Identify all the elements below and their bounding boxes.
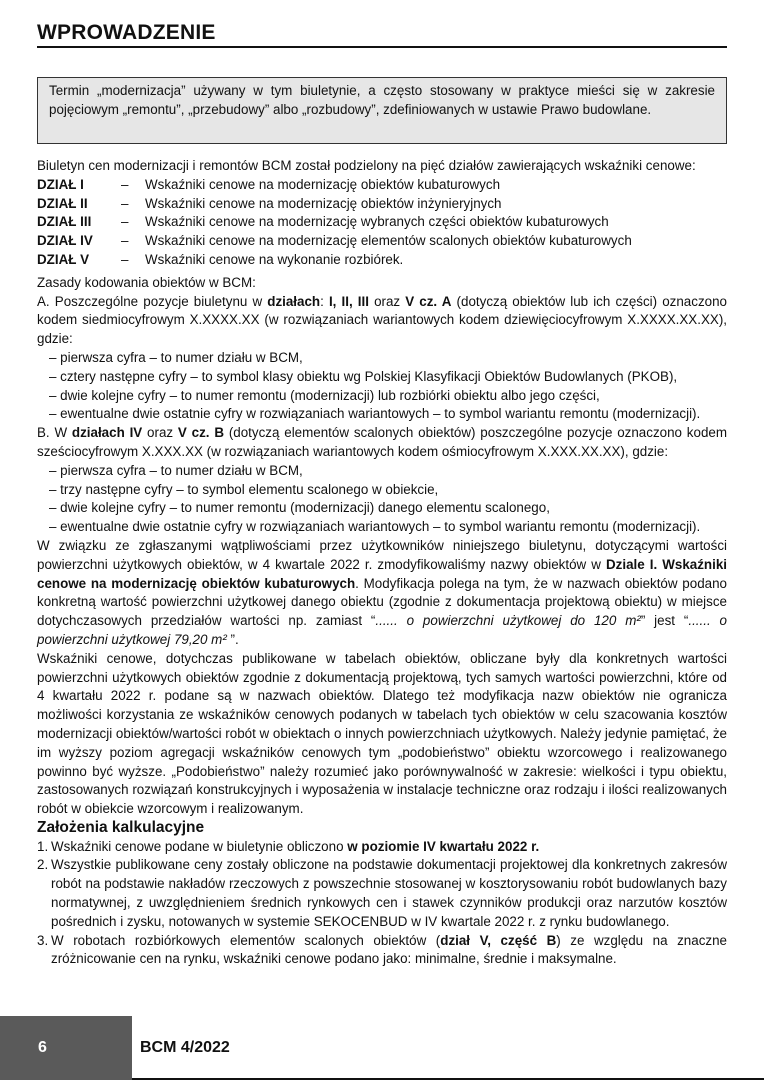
main-content — [37, 157, 727, 969]
list-item: – dwie kolejne cyfry – to numer remontu (modernizacji) danego elementu scalonego, — [49, 500, 550, 516]
list-item: – ewentualne dwie ostatnie cyfry w rozwiązaniach wariantowych – to symbol wariantu remontu (modernizacji). — [49, 406, 701, 422]
dzial-text: Wskaźniki cenowe na modernizację wybranych części obiektów kubaturowych — [145, 214, 609, 230]
intro-box: Termin „modernizacja” używany w tym biuletynie, a często stosowany w praktyce mieści się w zakresie pojęciowym „remontu”, „przebudowy” albo „rozbudowy”, zdefiniowanych w ustawie Prawo budowlane. — [37, 77, 727, 144]
list-item: – cztery następne cyfry – to symbol klasy obiektu wg Polskiej Klasyfikacji Obiektów Budowlanych (PKOB), — [49, 368, 678, 384]
dzial-row — [37, 176, 727, 195]
assumption-item: 3. W robotach rozbiórkowych elementów scalonych obiektów (dział V, część B) ze względu na znaczne zróżnicowanie cen na rynku, wskaźniki cenowe podano jako: minimalne, średnie i maksymalne. — [37, 932, 727, 967]
dzial-dash: – — [121, 251, 129, 267]
modification-paragraph: W związku ze zgłaszanymi wątpliwościami przez użytkowników niniejszego biuletynu, dotyczącymi wartości powierzchni użytkowych obiektów, w 4 kwartale 2022 r. zmodyfikowaliśmy nazwy obiektów w Dziale I. Wskaźniki cenowe na modernizację obiektów kubaturowych. Modyfikacja polega na tym, że w nazwach obiektów podano konkretną wartość powierzchni użytkowej danego obiektu (zgodnie z dokumentacja projektową obiektu) w miejsce dotychczasowych przedziałów wartości np. zamiast “...... o powierzchni użytkowej do 120 m²” jest “...... o powierzchni użytkowej 79,20 m² ”. — [37, 537, 727, 647]
page-number: 6 — [38, 1039, 47, 1056]
indicators-paragraph: Wskaźniki cenowe, dotychczas publikowane w tabelach obiektów, obliczane były dla konkretnych wartości powierzchni użytkowych obiektów zgodnie z dokumentacją projektową, tych samych wartości powierzchni, które od 4 kwartału 2022 r. podane są w nazwach obiektów. Dlatego też modyfikacja nazw obiektów nie ogranicza możliwości korzystania ze wskaźników cenowych podanych w tabelach tych obiektów w celu szacowania kosztów modernizacji obiektów/wartości robót w obiektach o innych powierzchniach użytkowych. Należy jedynie pamiętać, że im wyższy poziom agregacji wskaźników cenowych tym „podobieństwo” obiektu wzorcowego i realizowanego powinno być wyższe. „Podobieństwo” należy rozumieć jako porównywalność w zakresie: wielkości i typu obiektu, zastosowanych rozwiązań konstrukcyjnych i wyposażenia w instalacje techniczne oraz rodzaju i ilości realizowanych robót w obiekcie wzorcowym i realizowanym. — [37, 650, 727, 817]
coding-a-paragraph: A. Poszczególne pozycje biuletynu w działach: I, II, III oraz V cz. A (dotyczą obiektów lub ich części) oznaczono kodem siedmiocyfrowym X.XXXX.XX (w rozwiązaniach wariantowych kodem dziewięciocyfrowym X.XXXX.XX.XX), gdzie: — [37, 293, 727, 347]
dzial-dash: – — [121, 214, 129, 230]
lead-paragraph: Biuletyn cen modernizacji i remontów BCM został podzielony na pięć działów zawierających wskaźniki cenowe: — [37, 158, 696, 173]
dzial-code: DZIAŁ IV — [37, 233, 93, 249]
dzial-text: Wskaźniki cenowe na modernizację elementów scalonych obiektów kubaturowych — [145, 233, 632, 249]
list-item: – pierwsza cyfra – to numer działu w BCM, — [49, 462, 303, 478]
coding-intro: Zasady kodowania obiektów w BCM: — [37, 274, 256, 290]
coding-b-paragraph: B. W działach IV oraz V cz. B (dotyczą elementów scalonych obiektów) poszczególne pozycje oznaczono kodem sześciocyfrowym X.XXX.XX (w rozwiązaniach wariantowych kodem ośmiocyfrowym X.XXX.XX.XX), gdzie: — [37, 425, 727, 459]
footer-page-box — [0, 1016, 132, 1080]
dzial-code: DZIAŁ II — [37, 195, 88, 211]
assumption-item: 1. Wskaźniki cenowe podane w biuletynie obliczono w poziomie IV kwartału 2022 r. — [37, 838, 540, 854]
dzial-text: Wskaźniki cenowe na modernizację obiektów kubaturowych — [145, 176, 501, 192]
dzial-text: Wskaźniki cenowe na wykonanie rozbiórek. — [145, 251, 404, 267]
section-title: WPROWADZENIE — [37, 21, 216, 44]
dzial-row — [37, 232, 727, 251]
list-item: – trzy następne cyfry – to symbol elementu scalonego w obiekcie, — [49, 481, 439, 497]
list-item: – pierwsza cyfra – to numer działu w BCM, — [49, 349, 303, 365]
title-rule — [37, 46, 727, 48]
dzial-dash: – — [121, 195, 129, 211]
dzial-row — [37, 213, 727, 232]
dzial-dash: – — [121, 176, 129, 192]
footer-title: BCM 4/2022 — [140, 1039, 230, 1056]
calc-assumptions-heading: Założenia kalkulacyjne — [37, 818, 205, 836]
assumption-item: 2. Wszystkie publikowane ceny zostały obliczone na podstawie dokumentacji projektowej dla konkretnych zakresów robót na podstawie nakładów rzeczowych z powszechnie stosowanej w kosztorysowaniu robót budowlanych bazy normatywnej, z uwzględnieniem średnich rynkowych cen i stawek czynników produkcji oraz narzutów kosztów pośrednich i zysku, notowanych w systemie SEKOCENBUD w IV kwartale 2022 r. z rynku budowlanego. — [37, 857, 727, 929]
dzial-code: DZIAŁ V — [37, 251, 90, 267]
dzial-dash: – — [121, 233, 129, 249]
dzialy-list — [37, 176, 727, 270]
list-item: – dwie kolejne cyfry – to numer remontu (modernizacji) lub rozbiórki obiektu albo jego części, — [49, 387, 600, 403]
dzial-text: Wskaźniki cenowe na modernizację obiektów inżynieryjnych — [145, 195, 502, 211]
dzial-code: DZIAŁ III — [37, 214, 92, 230]
dzial-row — [37, 251, 727, 270]
dzial-row — [37, 195, 727, 214]
list-item: – ewentualne dwie ostatnie cyfry w rozwiązaniach wariantowych – to symbol wariantu remontu (modernizacji). — [49, 519, 701, 535]
dzial-code: DZIAŁ I — [37, 176, 84, 192]
